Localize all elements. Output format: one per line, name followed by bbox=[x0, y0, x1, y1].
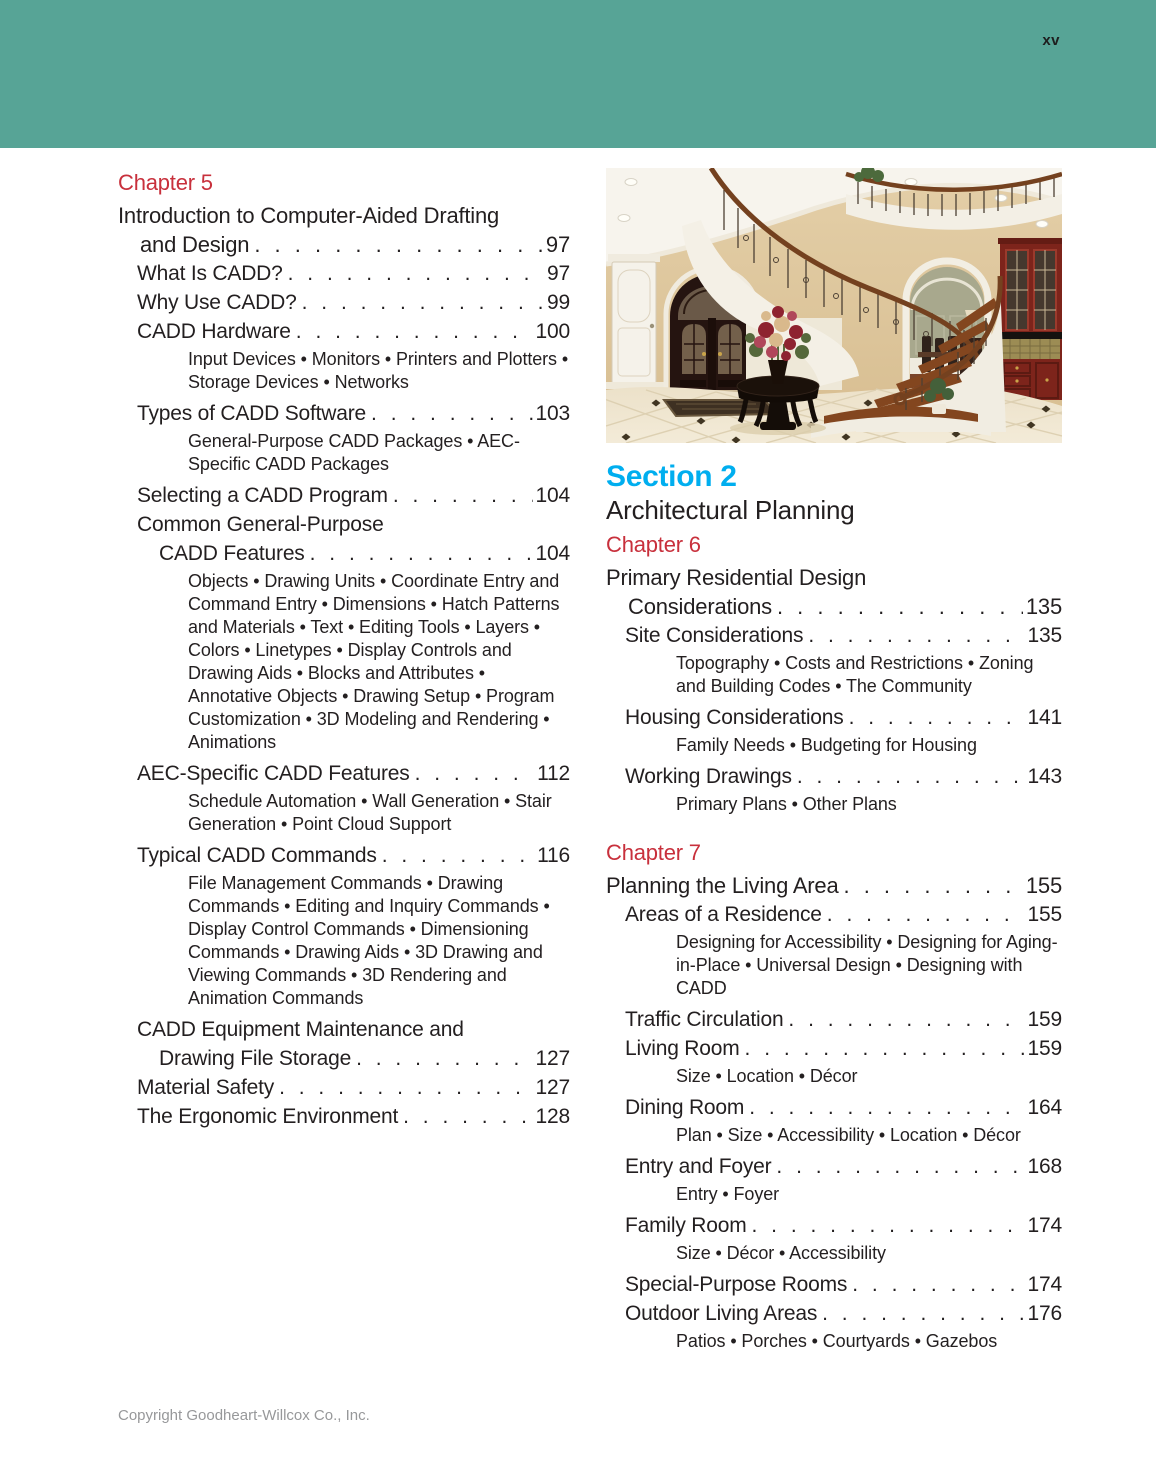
toc-leader-dots bbox=[279, 1073, 532, 1102]
toc-entry-text: and Design bbox=[140, 232, 250, 257]
toc-leader-dots bbox=[254, 230, 543, 259]
section-label: Section 2 bbox=[606, 460, 737, 493]
toc-subtopics: Schedule Automation • Wall Generation • Stair Generation • Point Cloud Support bbox=[188, 791, 552, 834]
toc-entry-text: Special-Purpose Rooms bbox=[625, 1273, 848, 1296]
toc-leader-dots bbox=[310, 539, 533, 568]
toc-line bbox=[137, 259, 570, 288]
toc-subtopics: Input Devices • Monitors • Printers and Plotters • Storage Devices • Networks bbox=[188, 349, 569, 392]
toc-page-number: 176 bbox=[1027, 1302, 1062, 1325]
toc-entry bbox=[118, 259, 570, 288]
toc-entry bbox=[606, 563, 1062, 621]
toc-page-number: 97 bbox=[545, 232, 570, 257]
toc-entry-text: Considerations bbox=[628, 594, 772, 619]
toc-page-number: 155 bbox=[1025, 873, 1062, 898]
toc-entry bbox=[118, 481, 570, 510]
toc-entry bbox=[606, 871, 1062, 900]
toc-line bbox=[625, 1211, 1062, 1240]
toc-line bbox=[137, 1015, 570, 1044]
toc-line bbox=[625, 1299, 1062, 1328]
section-title: Architectural Planning bbox=[606, 495, 855, 525]
toc-line bbox=[625, 621, 1062, 650]
toc-entry-text: Types of CADD Software bbox=[137, 402, 367, 425]
toc-entry-text: CADD Hardware bbox=[137, 320, 291, 343]
toc-entry bbox=[118, 510, 570, 568]
toc-leader-dots bbox=[403, 1102, 532, 1131]
toc-line bbox=[137, 539, 570, 568]
toc-subtopics: Objects • Drawing Units • Coordinate Entry and Command Entry • Dimensions • Hatch Patterns and Materials • Text • Editing Tools • Layers • Colors • Linetypes • Display Controls and Drawing Aids • Blocks and Attributes • Annotative Objects • Drawing Setup • Program Customization • 3D Modeling and Rendering • Animations bbox=[188, 571, 560, 752]
chapter-label: Chapter 6 bbox=[606, 532, 701, 557]
toc-page-number: 135 bbox=[1025, 594, 1062, 619]
toc-line bbox=[625, 1152, 1062, 1181]
toc-entry bbox=[118, 1073, 570, 1102]
toc-entry bbox=[118, 288, 570, 317]
toc-page-number: 155 bbox=[1027, 903, 1062, 926]
toc-page-number: 174 bbox=[1027, 1273, 1062, 1296]
toc-entry bbox=[606, 1034, 1062, 1063]
toc-entry bbox=[606, 1005, 1062, 1034]
toc-entry bbox=[606, 1093, 1062, 1122]
toc-leader-dots bbox=[843, 871, 1022, 900]
toc-entry-text: Planning the Living Area bbox=[606, 873, 839, 898]
copyright-text: Copyright Goodheart-Willcox Co., Inc. bbox=[118, 1407, 370, 1424]
toc-entry-text: Outdoor Living Areas bbox=[625, 1302, 818, 1325]
chapter-5-entries bbox=[118, 201, 570, 1131]
toc-entry-text: Entry and Foyer bbox=[625, 1155, 772, 1178]
toc-entry bbox=[606, 621, 1062, 650]
section-2-chapters bbox=[606, 530, 1062, 1353]
toc-entry-text: Drawing File Storage bbox=[159, 1047, 352, 1070]
toc-line bbox=[606, 592, 1062, 621]
toc-line bbox=[625, 900, 1062, 929]
toc-entry-text: What Is CADD? bbox=[137, 262, 283, 285]
toc-line bbox=[625, 1270, 1062, 1299]
toc-entry-text: Housing Considerations bbox=[625, 706, 844, 729]
toc-leader-dots bbox=[852, 1270, 1024, 1299]
toc-leader-dots bbox=[849, 703, 1025, 732]
toc-line bbox=[137, 288, 570, 317]
toc-page-number: 135 bbox=[1027, 624, 1062, 647]
toc-entry bbox=[606, 703, 1062, 732]
toc-page-number: 100 bbox=[535, 320, 570, 343]
toc-leader-dots bbox=[822, 1299, 1024, 1328]
toc-leader-dots bbox=[808, 621, 1024, 650]
toc-entry-text: Selecting a CADD Program bbox=[137, 484, 388, 507]
toc-entry-text: Why Use CADD? bbox=[137, 291, 297, 314]
toc-entry bbox=[606, 762, 1062, 791]
toc-line bbox=[137, 759, 570, 788]
toc-line bbox=[137, 841, 570, 870]
toc-subtopics: Primary Plans • Other Plans bbox=[676, 794, 897, 814]
toc-right-column bbox=[606, 168, 1062, 1358]
toc-subtopics: Patios • Porches • Courtyards • Gazebos bbox=[676, 1331, 998, 1351]
toc-line bbox=[625, 762, 1062, 791]
toc-page-number: 127 bbox=[535, 1047, 570, 1070]
toc-entry bbox=[118, 399, 570, 428]
toc-page-number: 174 bbox=[1027, 1214, 1062, 1237]
chapter-label: Chapter 7 bbox=[606, 840, 701, 865]
toc-entry-text: CADD Features bbox=[159, 542, 305, 565]
toc-entry bbox=[606, 1152, 1062, 1181]
toc-line bbox=[137, 317, 570, 346]
toc-entry-text: Dining Room bbox=[625, 1096, 745, 1119]
toc-line bbox=[625, 1005, 1062, 1034]
toc-leader-dots bbox=[788, 1005, 1024, 1034]
toc-line bbox=[137, 1044, 570, 1073]
toc-entry-text: Living Room bbox=[625, 1037, 740, 1060]
toc-entry bbox=[118, 1102, 570, 1131]
toc-leader-dots bbox=[415, 759, 535, 788]
toc-page-number: 128 bbox=[535, 1105, 570, 1128]
toc-subtopics: General-Purpose CADD Packages • AEC-Specific CADD Packages bbox=[188, 431, 520, 474]
toc-page-number: 168 bbox=[1027, 1155, 1062, 1178]
toc-left-column bbox=[118, 168, 570, 1358]
toc-line bbox=[625, 1034, 1062, 1063]
toc-line bbox=[137, 1073, 570, 1102]
toc-leader-dots bbox=[371, 399, 533, 428]
toc-entry-text: AEC-Specific CADD Features bbox=[137, 762, 410, 785]
foyer-photo bbox=[606, 168, 1062, 443]
toc-page-number: 116 bbox=[537, 844, 570, 867]
toc-entry-text: Introduction to Computer-Aided Drafting bbox=[118, 203, 500, 228]
toc-leader-dots bbox=[393, 481, 533, 510]
toc-line bbox=[625, 703, 1062, 732]
toc-entry-text: Primary Residential Design bbox=[606, 565, 867, 590]
chapter-label: Chapter 5 bbox=[118, 170, 213, 195]
toc-entry bbox=[606, 1299, 1062, 1328]
toc-leader-dots bbox=[296, 317, 533, 346]
toc-line bbox=[606, 871, 1062, 900]
toc-leader-dots bbox=[749, 1093, 1024, 1122]
toc-subtopics: Entry • Foyer bbox=[676, 1184, 780, 1204]
toc-subtopics: Topography • Costs and Restrictions • Zoning and Building Codes • The Community bbox=[676, 653, 1034, 696]
toc-page-number: 164 bbox=[1027, 1096, 1062, 1119]
toc-entry-text: CADD Equipment Maintenance and bbox=[137, 1018, 464, 1041]
toc-page-number: 127 bbox=[535, 1076, 570, 1099]
toc-leader-dots bbox=[776, 1152, 1024, 1181]
toc-leader-dots bbox=[777, 592, 1023, 621]
toc-subtopics: Size • Décor • Accessibility bbox=[676, 1243, 886, 1263]
toc-entry-text: Typical CADD Commands bbox=[137, 844, 377, 867]
toc-entry-text: The Ergonomic Environment bbox=[137, 1105, 399, 1128]
toc-line bbox=[118, 201, 570, 230]
toc-subtopics: Plan • Size • Accessibility • Location • Décor bbox=[676, 1125, 1021, 1145]
toc-page-number: 112 bbox=[537, 762, 570, 785]
toc-line bbox=[137, 1102, 570, 1131]
toc-entry bbox=[118, 759, 570, 788]
toc-entry bbox=[118, 1015, 570, 1073]
toc-leader-dots bbox=[751, 1211, 1024, 1240]
toc-subtopics: Designing for Accessibility • Designing for Aging-in-Place • Universal Design • Designing with CADD bbox=[676, 932, 1058, 998]
toc-leader-dots bbox=[288, 259, 544, 288]
toc-page-number: 104 bbox=[535, 542, 570, 565]
toc-entry-text: Areas of a Residence bbox=[625, 903, 822, 926]
toc-leader-dots bbox=[797, 762, 1025, 791]
toc-page-number: 159 bbox=[1027, 1037, 1062, 1060]
toc-leader-dots bbox=[356, 1044, 532, 1073]
toc-line bbox=[137, 481, 570, 510]
toc-entry-text: Traffic Circulation bbox=[625, 1008, 784, 1031]
toc-entry bbox=[606, 900, 1062, 929]
toc-page-number: 97 bbox=[547, 262, 570, 285]
toc-line bbox=[606, 563, 1062, 592]
toc-entry bbox=[118, 841, 570, 870]
toc-page-number: 141 bbox=[1027, 706, 1062, 729]
toc-subtopics: Size • Location • Décor bbox=[676, 1066, 858, 1086]
toc-leader-dots bbox=[382, 841, 534, 870]
toc-page-number: 104 bbox=[535, 484, 570, 507]
toc-subtopics: Family Needs • Budgeting for Housing bbox=[676, 735, 977, 755]
toc-leader-dots bbox=[745, 1034, 1025, 1063]
toc-entry bbox=[606, 1270, 1062, 1299]
toc-entry-text: Material Safety bbox=[137, 1076, 275, 1099]
toc-entry-text: Site Considerations bbox=[625, 624, 804, 647]
toc-entry-text: Family Room bbox=[625, 1214, 747, 1237]
toc-page-number: 99 bbox=[547, 291, 570, 314]
toc-content bbox=[118, 168, 1062, 1358]
toc-page-number: 103 bbox=[535, 402, 570, 425]
toc-subtopics: File Management Commands • Drawing Commands • Editing and Inquiry Commands • Display Control Commands • Dimensioning Commands • Drawing Aids • 3D Drawing and Viewing Commands • 3D Rendering and Animation Commands bbox=[188, 873, 550, 1008]
toc-line bbox=[118, 230, 570, 259]
toc-entry bbox=[118, 201, 570, 259]
toc-leader-dots bbox=[827, 900, 1025, 929]
toc-entry bbox=[606, 1211, 1062, 1240]
toc-line bbox=[137, 510, 570, 539]
toc-page-number: 159 bbox=[1027, 1008, 1062, 1031]
header-band bbox=[0, 0, 1156, 148]
toc-entry-text: Working Drawings bbox=[625, 765, 792, 788]
toc-leader-dots bbox=[302, 288, 544, 317]
page-folio: xv bbox=[1042, 32, 1060, 49]
toc-entry-text: Common General-Purpose bbox=[137, 513, 384, 536]
toc-entry bbox=[118, 317, 570, 346]
toc-page-number: 143 bbox=[1027, 765, 1062, 788]
toc-line bbox=[137, 399, 570, 428]
toc-line bbox=[625, 1093, 1062, 1122]
